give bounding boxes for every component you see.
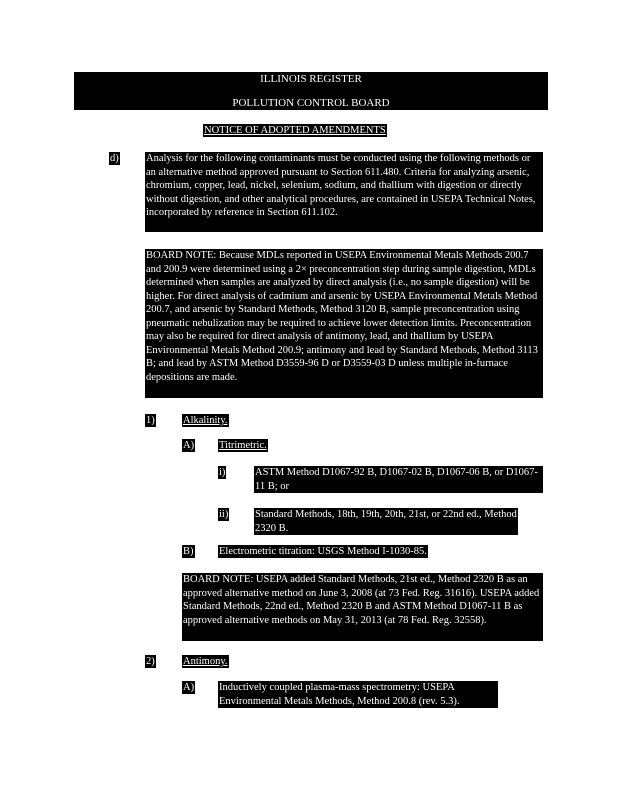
item-1Aii-label: ii) xyxy=(219,509,229,520)
section-d-label: d) xyxy=(110,153,119,164)
item-1Ai-label: i) xyxy=(219,467,226,478)
item-1B-label: B) xyxy=(183,546,194,557)
item-1-label: 1) xyxy=(146,415,155,426)
item-2-title: Antimony. xyxy=(183,656,228,667)
item-1B-text: Electrometric titration: USGS Method I-1030-85. xyxy=(219,546,427,557)
board-header xyxy=(74,86,548,110)
item-1Ai-text: ASTM Method D1067-92 B, D1067-02 B, D1067-06 B, or D1067-11 B; or xyxy=(254,466,543,493)
item-1A-title: Titrimetric. xyxy=(219,440,267,451)
board-title: POLLUTION CONTROL BOARD xyxy=(232,97,390,109)
item-2-label: 2) xyxy=(146,656,155,667)
section-d-text: Analysis for the following contaminants must be conducted using the following methods or an alternative method approved pursuant to Section 611.480. Criteria for analyzing arsenic, chromium, copper, lead, nickel, selenium, sodium, and thallium with digestion or directly without digestion, and other analytical procedures, are contained in USEPA Technical Notes, incorporated by reference in Section 611.102. xyxy=(145,152,543,232)
notice-title: NOTICE OF ADOPTED AMENDMENTS xyxy=(204,125,386,136)
register-title: ILLINOIS REGISTER xyxy=(260,73,362,85)
item-2A-label: A) xyxy=(183,682,195,693)
item-2A-text: Inductively coupled plasma-mass spectrometry: USEPA Environmental Metals Methods, Method 200.8 (rev. 5.3). xyxy=(218,681,498,708)
register-header xyxy=(74,72,548,86)
item-1-title: Alkalinity. xyxy=(183,415,228,426)
board-note-2: BOARD NOTE: USEPA added Standard Methods, 21st ed., Method 2320 B as an approved alternative method on June 3, 2008 (at 73 Fed. Reg. 31616). USEPA added Standard Methods, 22nd ed., Method 2320 B and ASTM Method D1067-11 B as approved alternative methods on May 31, 2013 (at 78 Fed. Reg. 32558). xyxy=(182,573,543,641)
item-1A-label: A) xyxy=(183,440,195,451)
board-note-1: BOARD NOTE: Because MDLs reported in USEPA Environmental Metals Methods 200.7 and 200.9 were determined using a 2× preconcentration step during sample digestion, MDLs determined when samples are analyzed by direct analysis (i.e., no sample digestion) will be higher. For direct analysis of cadmium and arsenic by USEPA Environmental Metals Method 200.7, and arsenic by Standard Methods, Method 3120 B, sample preconcentration using pneumatic nebulization may be required to achieve lower detection limits. Preconcentration may also be required for direct analysis of antimony, lead, and thallium by USEPA Environmental Metals Method 200.9; antimony and lead by Standard Methods, Method 3113 B; and lead by ASTM Method D3559-96 D or D3559-03 D unless multiple in-furnace depositions are made. xyxy=(145,249,543,398)
item-1Aii-text: Standard Methods, 18th, 19th, 20th, 21st, or 22nd ed., Method 2320 B. xyxy=(255,509,517,534)
